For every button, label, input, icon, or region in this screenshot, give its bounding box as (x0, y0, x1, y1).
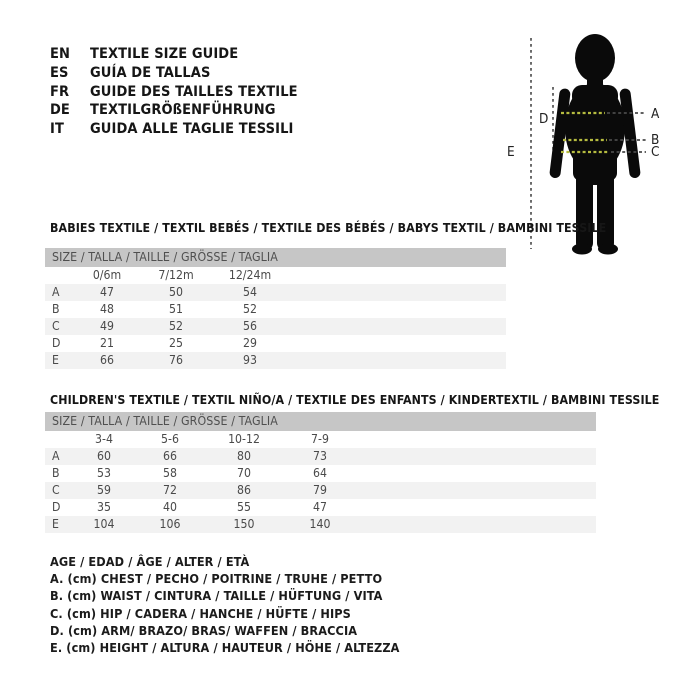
measurement-legend (50, 553, 400, 656)
row-label: B (52, 302, 60, 316)
cell: 140 (309, 517, 331, 531)
table-row (45, 499, 596, 516)
cell: 48 (100, 302, 114, 316)
cell: 106 (159, 517, 181, 531)
babies-size-header-bar: SIZE / TALLA / TAILLE / GRÖSSE / TAGLIA (45, 248, 506, 267)
corner-cell (45, 431, 73, 448)
corner-cell (45, 267, 73, 284)
row-label: C (52, 319, 60, 333)
cell: 25 (169, 336, 183, 350)
marker-label-c: C (651, 144, 660, 160)
column-header: 7/12m (158, 268, 194, 282)
cell: 50 (169, 285, 183, 299)
cell: 59 (97, 483, 111, 497)
lang-title: GUIDE DES TAILLES TEXTILE (90, 83, 298, 100)
table-row (45, 284, 506, 301)
legend-item-waist: B. (cm) WAIST / CINTURA / TAILLE / HÜFTUNG / VITA (50, 588, 383, 604)
cell: 73 (313, 449, 327, 463)
babies-size-table (45, 248, 506, 369)
cell: 64 (313, 466, 327, 480)
cell: 72 (163, 483, 177, 497)
cell: 150 (233, 517, 255, 531)
cell: 79 (313, 483, 327, 497)
row-label: B (52, 466, 60, 480)
table-row (45, 352, 506, 369)
lang-code: IT (50, 121, 64, 138)
legend-item-chest: A. (cm) CHEST / PECHO / POITRINE / TRUHE / PETTO (50, 571, 383, 587)
cell: 76 (169, 353, 183, 367)
marker-label-b: B (651, 132, 660, 148)
cell: 60 (97, 449, 111, 463)
row-label: A (52, 285, 60, 299)
lang-title: TEXTILE SIZE GUIDE (90, 46, 239, 62)
row-label: C (52, 483, 60, 497)
cell: 40 (163, 500, 177, 514)
cell: 52 (243, 302, 257, 316)
babies-section-title: BABIES TEXTILE / TEXTIL BEBÉS / TEXTILE DES BÉBÉS / BABYS TEXTIL / BAMBINI TESSILE (50, 221, 607, 235)
table-row (45, 318, 506, 335)
lang-row-en (50, 45, 298, 64)
lang-row-it (50, 120, 298, 139)
table-row (45, 335, 506, 352)
cell: 47 (313, 500, 327, 514)
column-header: 10-12 (228, 432, 260, 446)
row-label: D (52, 500, 61, 514)
lang-code: ES (50, 64, 69, 81)
lang-code: EN (50, 46, 71, 62)
cell: 51 (169, 302, 183, 316)
cell: 49 (100, 319, 114, 333)
table-row (45, 465, 596, 482)
children-column-header-row (45, 431, 596, 448)
row-label: D (52, 336, 61, 350)
legend-age-line: AGE / EDAD / ÂGE / ALTER / ETÀ (50, 554, 250, 569)
marker-label-a: A (651, 106, 660, 122)
table-row (45, 482, 596, 499)
table-row (45, 516, 596, 533)
cell: 80 (237, 449, 251, 463)
cell: 21 (100, 336, 114, 350)
table-row (45, 448, 596, 465)
table-row (45, 301, 506, 318)
column-header: 3-4 (95, 432, 113, 446)
lang-code: FR (50, 83, 70, 100)
lang-title: GUIDA ALLE TAGLIE TESSILI (90, 121, 294, 138)
children-size-header-bar: SIZE / TALLA / TAILLE / GRÖSSE / TAGLIA (45, 412, 596, 431)
column-header: 12/24m (228, 268, 272, 282)
cell: 56 (243, 319, 257, 333)
column-header: 7-9 (311, 432, 329, 446)
legend-item-arm: D. (cm) ARM/ BRAZO/ BRAS/ WAFFEN / BRACCIA (50, 622, 358, 638)
lang-title: GUÍA DE TALLAS (90, 64, 211, 81)
lang-row-es (50, 64, 298, 83)
column-header: 0/6m (92, 268, 122, 282)
row-label: E (52, 353, 59, 367)
lang-title: TEXTILGRÖßENFÜHRUNG (90, 102, 276, 119)
cell: 58 (163, 466, 177, 480)
children-size-table (45, 412, 596, 533)
marker-label-d: D (539, 111, 549, 127)
legend-item-height: E. (cm) HEIGHT / ALTURA / HAUTEUR / HÖHE / ALTEZZA (50, 640, 400, 656)
cell: 35 (97, 500, 111, 514)
cell: 47 (100, 285, 114, 299)
legend-item-hip: C. (cm) HIP / CADERA / HANCHE / HÜFTE / HIPS (50, 605, 351, 621)
row-label: E (52, 517, 59, 531)
cell: 86 (237, 483, 251, 497)
cell: 93 (243, 353, 257, 367)
babies-column-header-row (45, 267, 506, 284)
cell: 66 (100, 353, 114, 367)
column-header: 5-6 (161, 432, 179, 446)
cell: 70 (237, 466, 251, 480)
lang-code: DE (50, 102, 70, 119)
cell: 104 (93, 517, 115, 531)
lang-row-de (50, 101, 298, 120)
language-title-list (50, 45, 298, 139)
marker-label-e: E (507, 144, 515, 160)
cell: 54 (243, 285, 257, 299)
cell: 55 (237, 500, 251, 514)
cell: 29 (243, 336, 257, 350)
cell: 53 (97, 466, 111, 480)
cell: 66 (163, 449, 177, 463)
row-label: A (52, 449, 60, 463)
cell: 52 (169, 319, 183, 333)
children-section-title: CHILDREN'S TEXTILE / TEXTIL NIÑO/A / TEXTILE DES ENFANTS / KINDERTEXTIL / BAMBINI TESSILE (50, 393, 660, 407)
lang-row-fr (50, 83, 298, 102)
